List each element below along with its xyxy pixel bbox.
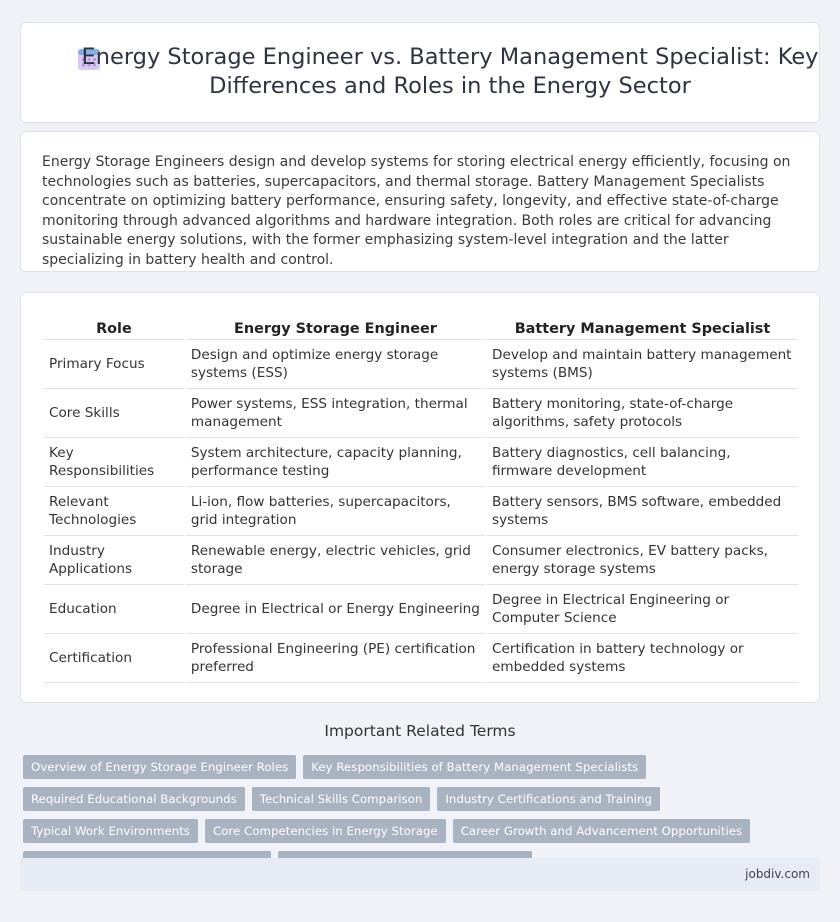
table-row — [44, 487, 798, 536]
table-row — [44, 340, 798, 389]
specialist-cell: Consumer electronics, EV battery packs, energy storage systems — [487, 536, 798, 585]
intro-card — [20, 131, 820, 272]
related-term-tag[interactable]: Key Responsibilities of Battery Management Specialists — [303, 755, 646, 779]
table-row — [44, 438, 798, 487]
specialist-cell: Battery sensors, BMS software, embedded systems — [487, 487, 798, 536]
row-label: Education — [44, 585, 184, 634]
row-label: Core Skills — [44, 389, 184, 438]
specialist-cell: Certification in battery technology or embedded systems — [487, 634, 798, 683]
engineer-cell: Professional Engineering (PE) certification preferred — [186, 634, 485, 683]
column-header: Energy Storage Engineer — [186, 313, 485, 340]
specialist-cell: Battery monitoring, state-of-charge algorithms, safety protocols — [487, 389, 798, 438]
site-link[interactable]: jobdiv.com — [745, 867, 810, 881]
row-label: Industry Applications — [44, 536, 184, 585]
related-term-tag[interactable]: Overview of Energy Storage Engineer Roles — [23, 755, 296, 779]
engineer-cell: System architecture, capacity planning, performance testing — [186, 438, 485, 487]
page-title: Energy Storage Engineer vs. Battery Management Specialist: Key Differences and Roles in the Energy Sector — [81, 44, 819, 99]
related-term-tag[interactable]: Core Competencies in Energy Storage — [205, 819, 446, 843]
table-row — [44, 585, 798, 634]
engineer-cell: Degree in Electrical or Energy Engineering — [186, 585, 485, 634]
related-term-tag[interactable]: Required Educational Backgrounds — [23, 787, 245, 811]
related-terms-title: Important Related Terms — [324, 722, 516, 740]
table-header-row — [44, 313, 798, 340]
related-term-tag[interactable]: Typical Work Environments — [23, 819, 198, 843]
specialist-cell: Degree in Electrical Engineering or Computer Science — [487, 585, 798, 634]
column-header: Role — [44, 313, 184, 340]
intro-paragraph: Energy Storage Engineers design and develop systems for storing electrical energy efficiently, focusing on technologies such as batteries, supercapacitors, and thermal storage. Battery Management Specialists concentrate on optimizing battery performance, ensuring safety, longevity, and effective state-of-charge monitoring through advanced algorithms and hardware integration. Both roles are critical for advancing sustainable energy solutions, with the former emphasizing system-level integration and the latter specializing in battery health and control. — [42, 154, 791, 268]
footer — [20, 858, 820, 891]
table-row — [44, 389, 798, 438]
engineer-cell: Li-ion, flow batteries, supercapacitors, grid integration — [186, 487, 485, 536]
specialist-cell: Develop and maintain battery management systems (BMS) — [487, 340, 798, 389]
related-term-tag[interactable]: Career Growth and Advancement Opportunities — [453, 819, 750, 843]
row-label: Key Responsibilities — [44, 438, 184, 487]
table-row — [44, 634, 798, 683]
related-term-tag[interactable]: Industry Certifications and Training — [437, 787, 660, 811]
related-term-tag[interactable]: Technical Skills Comparison — [252, 787, 431, 811]
row-label: Primary Focus — [44, 340, 184, 389]
column-header: Battery Management Specialist — [487, 313, 798, 340]
engineer-cell: Renewable energy, electric vehicles, grid storage — [186, 536, 485, 585]
engineer-cell: Power systems, ESS integration, thermal management — [186, 389, 485, 438]
table-row — [44, 536, 798, 585]
row-label: Relevant Technologies — [44, 487, 184, 536]
comparison-card — [20, 292, 820, 703]
header-card — [20, 22, 820, 123]
engineer-cell: Design and optimize energy storage systems (ESS) — [186, 340, 485, 389]
comparison-table — [42, 313, 800, 683]
related-terms-tags — [23, 755, 818, 875]
row-label: Certification — [44, 634, 184, 683]
specialist-cell: Battery diagnostics, cell balancing, firmware development — [487, 438, 798, 487]
